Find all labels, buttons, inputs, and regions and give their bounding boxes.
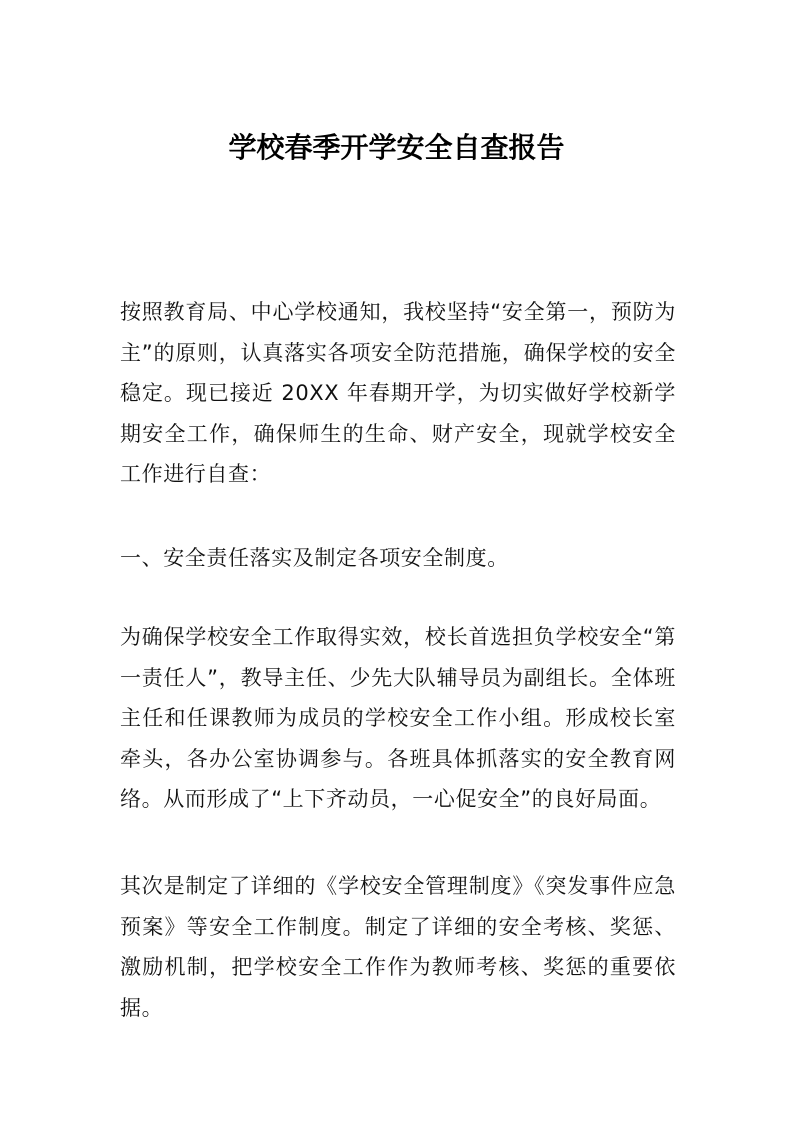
section-heading-1: 一、安全责任落实及制定各项安全制度。 bbox=[120, 546, 509, 570]
document-title: 学校春季开学安全自查报告 bbox=[228, 131, 565, 164]
responsibility-paragraph: 为确保学校安全工作取得实效，校长首选担负学校安全“第一责任人”，教导主任、少先大队辅导员为副组长。全体班主任和任课教师为成员的学校安全工作小组。形成校长室牵头，各办公室协调参与。各班具体抓落实的安全教育网络。从而形成了“上下齐动员，一心促安全”的良好局面。 bbox=[120, 625, 676, 811]
intro-paragraph: 按照教育局、中心学校通知，我校坚持“安全第一，预防为主”的原则，认真落实各项安全防范措施，确保学校的安全稳定。现已接近 20XX 年春期开学，为切实做好学校新学期安全工作，确保师生的生命、财产安全，现就学校安全工作进行自查： bbox=[120, 300, 676, 486]
regulations-paragraph: 其次是制定了详细的《学校安全管理制度》《突发事件应急预案》等安全工作制度。制定了详细的安全考核、奖惩、激励机制，把学校安全工作作为教师考核、奖惩的重要依据。 bbox=[120, 874, 676, 1020]
